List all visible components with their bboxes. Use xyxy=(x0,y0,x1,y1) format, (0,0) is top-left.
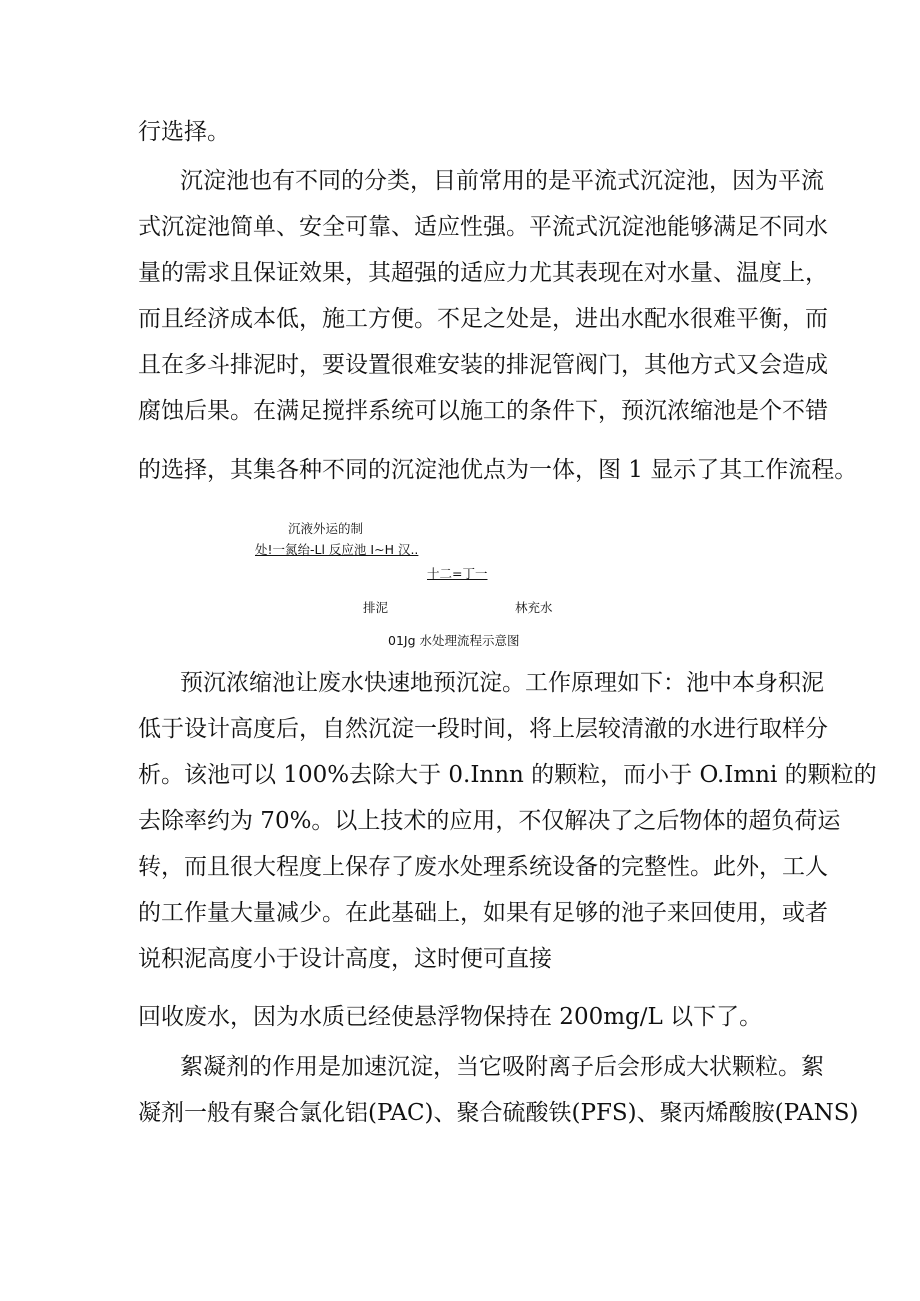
paragraph-line: 的工作量大量减少。在此基础上，如果有足够的池子来回使用，或者 xyxy=(138,900,828,926)
paragraph-line: 说积泥高度小于设计高度，这时便可直接 xyxy=(138,946,552,972)
paragraph-line: 且在多斗排泥时，要设置很难安装的排泥管阀门，其他方式又会造成 xyxy=(138,352,828,378)
paragraph-line: 预沉浓缩池让废水快速地预沉淀。工作原理如下：池中本身积泥 xyxy=(180,670,824,696)
figure-label-top: 沉液外运的制 xyxy=(288,521,364,536)
figure-caption: 01Jg 水处理流程示意图 xyxy=(388,633,520,648)
figure-label-sludge: 排泥 xyxy=(363,600,389,615)
paragraph-line: 行选择。 xyxy=(138,119,230,145)
figure-label-water: 林充水 xyxy=(515,600,553,615)
paragraph-line: 凝剂一般有聚合氯化铝(PAC)、聚合硫酸铁(PFS)、聚丙烯酸胺(PANS) xyxy=(138,1100,859,1126)
paragraph-line: 沉淀池也有不同的分类，目前常用的是平流式沉淀池，因为平流 xyxy=(180,168,824,194)
figure-sub-line: 十二=丁一 xyxy=(427,566,488,581)
paragraph-line: 转，而且很大程度上保存了废水处理系统设备的完整性。此外，工人 xyxy=(138,854,828,880)
paragraph-line: 絮凝剂的作用是加速沉淀，当它吸附离子后会形成大状颗粒。絮 xyxy=(180,1054,824,1080)
paragraph-line: 回收废水，因为水质已经使悬浮物保持在 200mg∕L 以下了。 xyxy=(138,1004,763,1030)
paragraph-line: 而且经济成本低，施工方便。不足之处是，进出水配水很难平衡，而 xyxy=(138,306,828,332)
paragraph-line: 式沉淀池简单、安全可靠、适应性强。平流式沉淀池能够满足不同水 xyxy=(138,214,828,240)
paragraph-line: 腐蚀后果。在满足搅拌系统可以施工的条件下，预沉浓缩池是个不错 xyxy=(138,398,828,424)
paragraph-line: 的选择，其集各种不同的沉淀池优点为一体，图 1 显示了其工作流程。 xyxy=(138,457,858,483)
paragraph-line: 低于设计高度后，自然沉淀一段时间，将上层较清澈的水进行取样分 xyxy=(138,716,828,742)
figure-flow-line: 处!一氮绐-Ll 反应池 I~H 汉.. xyxy=(255,542,419,557)
paragraph-line: 量的需求且保证效果，其超强的适应力尤其表现在对水量、温度上， xyxy=(138,260,828,286)
paragraph-line: 析。该池可以 100%去除大于 0.Innn 的颗粒，而小于 O.Imni 的颗粒的 xyxy=(138,762,877,788)
paragraph-line: 去除率约为 70%。以上技术的应用，不仅解决了之后物体的超负荷运 xyxy=(138,808,841,834)
